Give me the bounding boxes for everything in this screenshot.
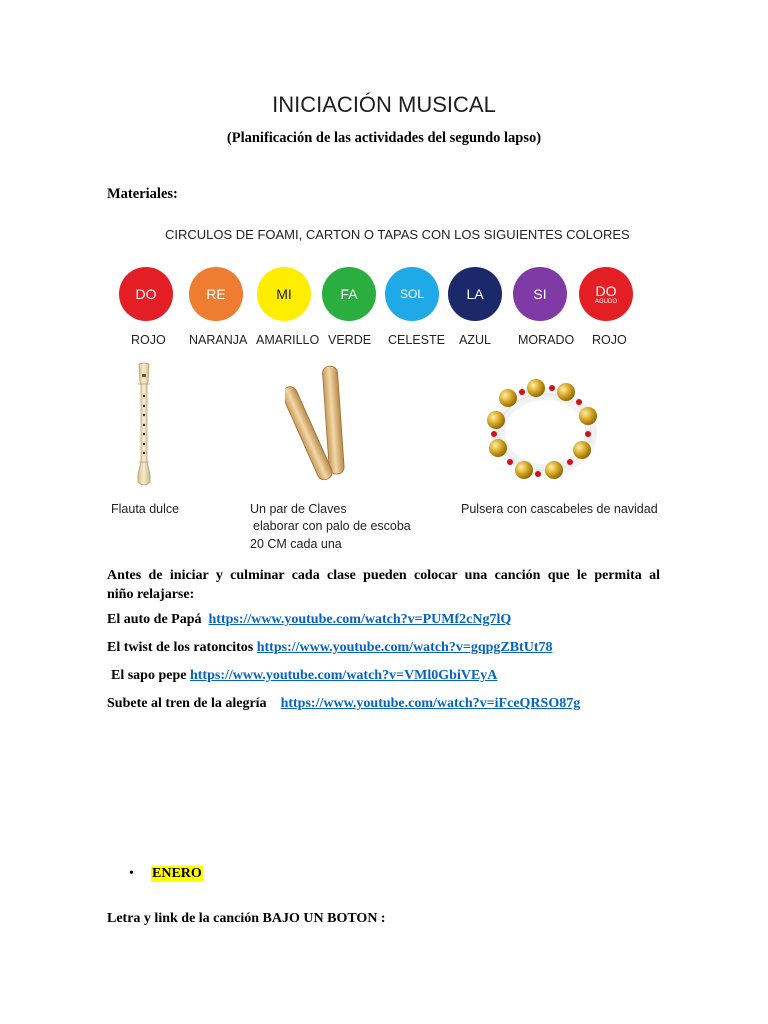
- color-label-azul: AZUL: [459, 333, 491, 347]
- color-label-morado: MORADO: [518, 333, 575, 347]
- claves-caption-line-3: 20 CM cada una: [250, 537, 342, 551]
- circles-caption: CIRCULOS DE FOAMI, CARTON O TAPAS CON LOS SIGUIENTES COLORES: [165, 227, 630, 242]
- intro-paragraph-line-1: Antes de iniciar y culminar cada clase pueden colocar una canción que le permita al: [107, 568, 660, 583]
- note-circle-do: [119, 267, 173, 321]
- note-sublabel: AGUDO: [594, 298, 617, 305]
- page-title: INICIACIÓN MUSICAL: [272, 92, 496, 117]
- note-label: DO: [135, 286, 157, 302]
- recorder-flute-image: [132, 362, 156, 490]
- jingle-bell-bracelet-image: [484, 378, 606, 486]
- month-heading: ENERO: [152, 866, 202, 881]
- note-label: FA: [340, 286, 358, 302]
- note-circle-fa: [322, 267, 376, 321]
- song-title: Subete al tren de la alegría: [107, 696, 267, 711]
- note-label: SI: [533, 286, 547, 302]
- color-label-naranja: NARANJA: [189, 333, 248, 347]
- lyrics-heading: Letra y link de la canción BAJO UN BOTON :: [107, 911, 386, 926]
- bracelet-caption: Pulsera con cascabeles de navidad: [461, 502, 658, 516]
- note-circle-mi: [257, 267, 311, 321]
- note-circle-sol: [385, 267, 439, 321]
- song-title: El auto de Papá: [107, 612, 202, 627]
- song-title: El twist de los ratoncitos: [107, 640, 254, 655]
- page-subtitle: (Planificación de las actividades del segundo lapso): [226, 130, 542, 146]
- claves-caption-line-2: elaborar con palo de escoba: [253, 519, 411, 533]
- color-label-celeste: CELESTE: [388, 333, 445, 347]
- note-circle-re: [189, 267, 243, 321]
- note-label: MI: [276, 286, 292, 302]
- color-label-amarillo: AMARILLO: [256, 333, 320, 347]
- song-item: [107, 640, 553, 656]
- note-label: LA: [466, 286, 484, 302]
- note-circle-si: [513, 267, 567, 321]
- song-link[interactable]: https://www.youtube.com/watch?v=gqpgZBtUt78: [256, 640, 553, 655]
- song-item: [107, 696, 580, 712]
- claves-caption-line-1: Un par de Claves: [250, 502, 347, 516]
- intro-paragraph-line-2: niño relajarse:: [107, 587, 195, 602]
- flute-caption: Flauta dulce: [111, 502, 180, 516]
- note-circle-do-agudo: [579, 267, 633, 321]
- materials-heading: Materiales:: [107, 186, 178, 202]
- color-label-verde: VERDE: [328, 333, 372, 347]
- song-item: [107, 612, 511, 628]
- note-label: RE: [206, 286, 226, 302]
- claves-image: [285, 362, 355, 492]
- color-label-rojo-2: ROJO: [592, 333, 627, 347]
- song-link[interactable]: https://www.youtube.com/watch?v=VMl0GbiVEyA: [189, 668, 498, 683]
- note-label: DO: [595, 282, 617, 299]
- song-item: [111, 668, 497, 684]
- bullet-icon: •: [129, 866, 134, 881]
- note-circle-la: [448, 267, 502, 321]
- song-link[interactable]: https://www.youtube.com/watch?v=PUMf2cNg7lQ: [208, 612, 512, 627]
- color-label-rojo: ROJO: [131, 333, 166, 347]
- note-label: SOL: [399, 287, 424, 301]
- song-title: El sapo pepe: [111, 668, 187, 683]
- song-link[interactable]: https://www.youtube.com/watch?v=iFceQRSO87g: [280, 696, 581, 711]
